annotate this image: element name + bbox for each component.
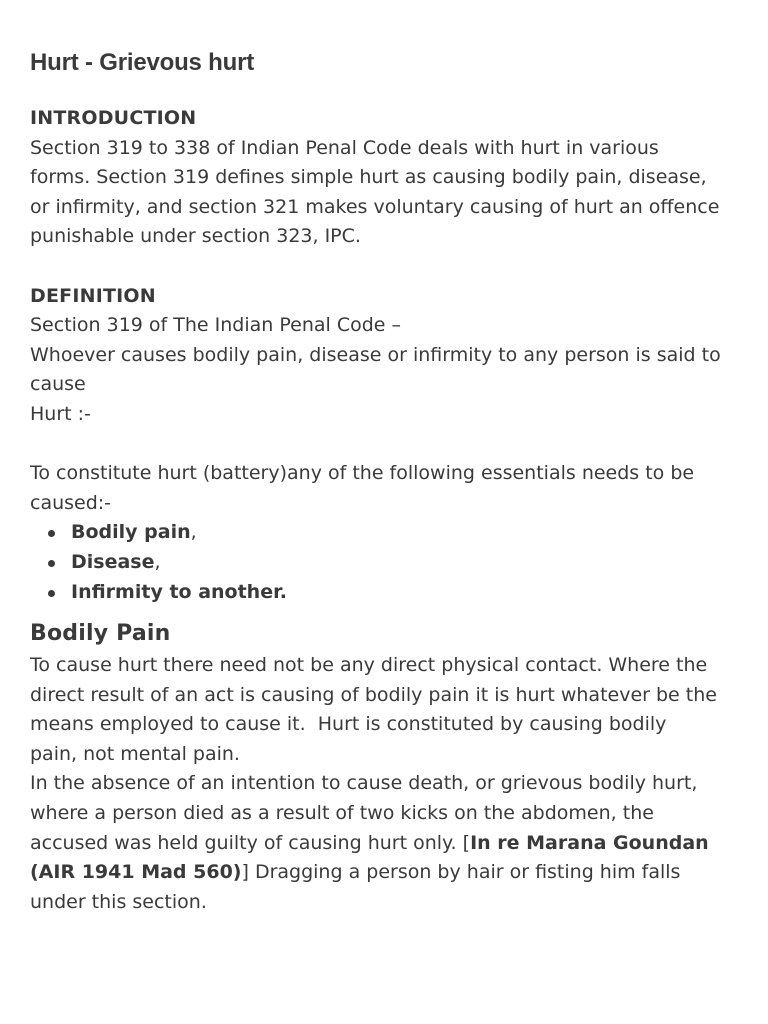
introduction-line: or infirmity, and section 321 makes voluntary causing of hurt an offence bbox=[30, 195, 720, 218]
spacer bbox=[30, 430, 744, 460]
definition-line: Section 319 of The Indian Penal Code – bbox=[30, 314, 402, 337]
introduction-section bbox=[30, 104, 744, 252]
bullet-icon bbox=[48, 530, 55, 537]
bodily-pain-line: means employed to cause it. Hurt is constituted by causing bodily bbox=[30, 713, 667, 736]
definition-section bbox=[30, 282, 744, 430]
case-name: In re Marana Goundan bbox=[470, 831, 709, 854]
case-line-suffix: ] Dragging a person by hair or fisting him falls bbox=[241, 861, 681, 884]
case-line-prefix: accused was held guilty of causing hurt only. [ bbox=[30, 831, 471, 854]
definition-heading: DEFINITION bbox=[30, 284, 156, 307]
essentials-intro-line: To constitute hurt (battery)any of the following essentials needs to be bbox=[30, 462, 695, 485]
essentials-section bbox=[30, 459, 744, 607]
spacer bbox=[30, 252, 744, 282]
introduction-heading: INTRODUCTION bbox=[30, 107, 197, 129]
bodily-pain-line: In the absence of an intention to cause death, or grievous bodily hurt, bbox=[30, 772, 698, 795]
list-item bbox=[48, 548, 744, 578]
definition-line: Hurt :- bbox=[30, 402, 91, 425]
list-item bbox=[48, 578, 744, 608]
essential-suffix: , bbox=[154, 550, 161, 573]
bullet-icon bbox=[48, 560, 55, 567]
spacer bbox=[30, 607, 744, 617]
bullet-icon bbox=[48, 590, 55, 597]
case-citation: (AIR 1941 Mad 560) bbox=[30, 861, 242, 884]
bodily-pain-section bbox=[30, 617, 744, 917]
bodily-pain-line: pain, not mental pain. bbox=[30, 742, 240, 765]
definition-line: cause bbox=[30, 373, 86, 396]
case-citation-line bbox=[30, 858, 744, 888]
essential-term: Bodily pain bbox=[71, 521, 191, 544]
case-citation-line bbox=[30, 829, 744, 859]
introduction-line: forms. Section 319 defines simple hurt as causing bodily pain, disease, bbox=[30, 166, 707, 189]
definition-line: Whoever causes bodily pain, disease or infirmity to any person is said to bbox=[30, 343, 721, 366]
bodily-pain-line: To cause hurt there need not be any direct physical contact. Where the bbox=[30, 654, 708, 677]
spacer bbox=[30, 82, 744, 104]
essentials-intro-line: caused:- bbox=[30, 491, 112, 514]
introduction-line: Section 319 to 338 of Indian Penal Code deals with hurt in various bbox=[30, 136, 659, 159]
introduction-line: punishable under section 323, IPC. bbox=[30, 225, 361, 248]
essential-suffix: , bbox=[190, 521, 197, 544]
list-item bbox=[48, 518, 744, 548]
bodily-pain-line: where a person died as a result of two kicks on the abdomen, the bbox=[30, 802, 654, 825]
essentials-list bbox=[30, 518, 744, 607]
essential-term: Infirmity to another. bbox=[71, 580, 287, 603]
bodily-pain-final-line: under this section. bbox=[30, 890, 207, 913]
page-title: Hurt - Grievous hurt bbox=[30, 49, 255, 76]
bodily-pain-heading: Bodily Pain bbox=[30, 621, 171, 647]
bodily-pain-line: direct result of an act is causing of bodily pain it is hurt whatever be the bbox=[30, 683, 717, 706]
essential-term: Disease bbox=[71, 550, 155, 573]
